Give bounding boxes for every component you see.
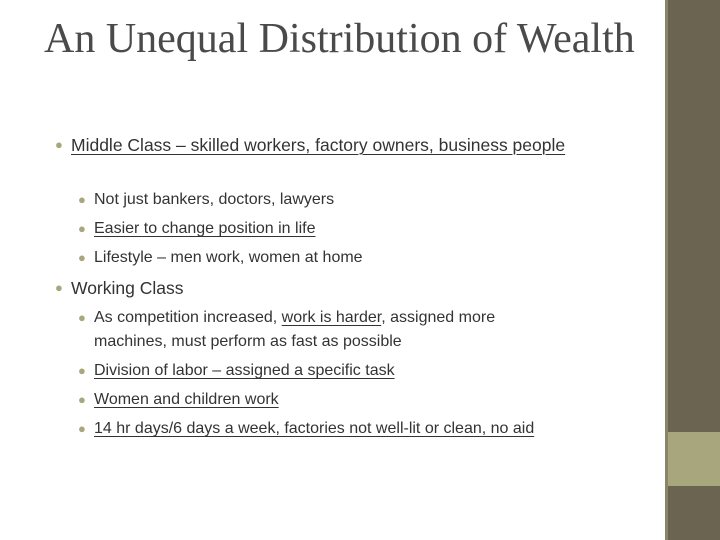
bullet-working-class-sub1 — [94, 306, 564, 354]
bullet-middle-class-sub1: Not just bankers, doctors, lawyers — [94, 191, 335, 208]
bullet-middle-class: Middle Class – skilled workers, factory owners, business people — [71, 135, 566, 155]
sub1-pre-text: As competition increased, — [94, 309, 282, 326]
sidebar-accent-block — [668, 432, 720, 486]
bullet-working-class-sub3: Women and children work — [94, 391, 279, 408]
bullet-working-class-sub4: 14 hr days/6 days a week, factories not well-lit or clean, no aid — [94, 420, 535, 437]
bullet-dot-icon: ● — [78, 192, 86, 207]
bullet-working-class: Working Class — [71, 278, 184, 298]
bullet-middle-class-sub3: Lifestyle – men work, women at home — [94, 249, 363, 266]
sub1-underlined-text: work is harder — [281, 309, 382, 326]
bullet-dot-icon: ● — [55, 137, 63, 152]
bullet-middle-class-sub2: Easier to change position in life — [94, 220, 316, 237]
bullet-dot-icon: ● — [78, 363, 86, 378]
sub1-post-text: , assigned more machines, must perform as fast as possible — [94, 309, 496, 350]
bullet-dot-icon: ● — [78, 421, 86, 436]
bullet-working-class-sub2: Division of labor – assigned a specific task — [94, 362, 395, 379]
bullet-dot-icon: ● — [55, 280, 63, 295]
bullet-dot-icon: ● — [78, 221, 86, 236]
bullet-dot-icon: ● — [78, 250, 86, 265]
bullet-dot-icon: ● — [78, 310, 86, 325]
slide-title: An Unequal Distribution of Wealth — [44, 16, 635, 62]
bullet-dot-icon: ● — [78, 392, 86, 407]
